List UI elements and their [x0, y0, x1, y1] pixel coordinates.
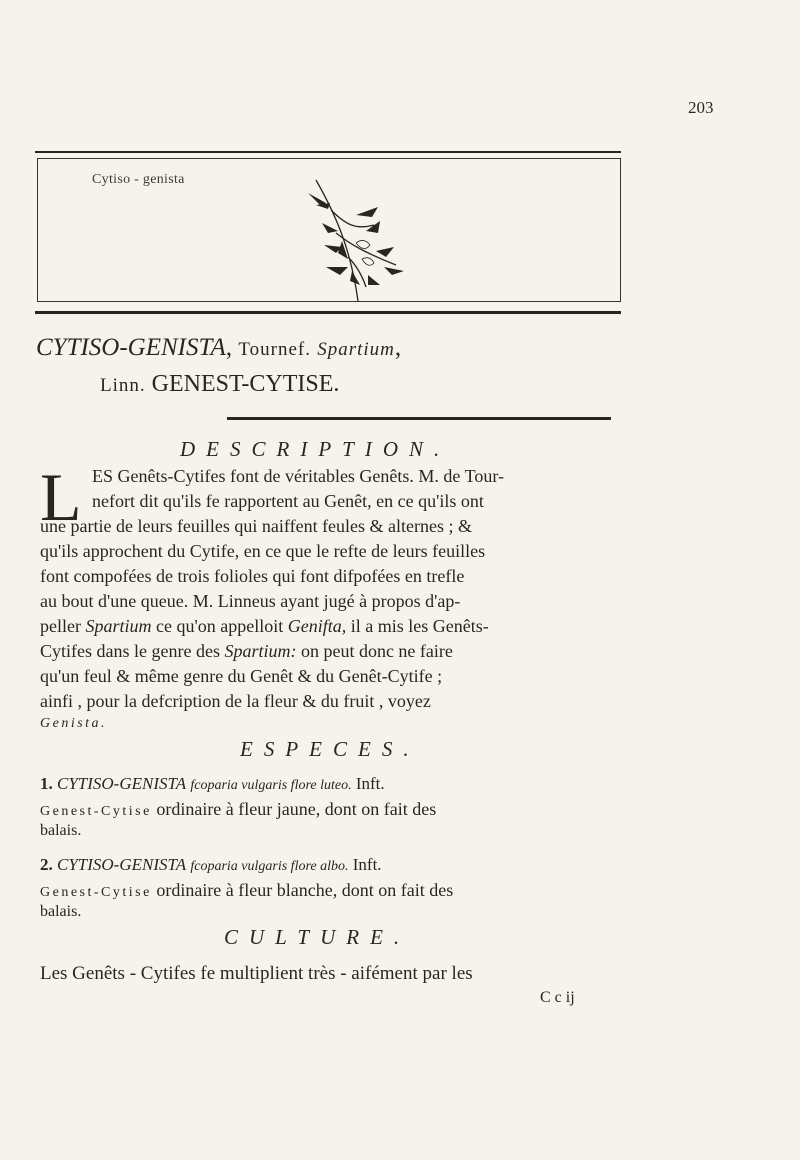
- italic-term: Genifta,: [287, 616, 347, 636]
- article-subheader: [100, 371, 339, 398]
- italic-term: Spartium:: [224, 641, 297, 661]
- italic-term: Spartium: [85, 616, 152, 636]
- description-line: ainfi , pour la defcription de la fleur & du fruit , voyez: [40, 691, 431, 711]
- species-entry-line: balais.: [40, 822, 82, 839]
- author-tournefort: Tournef.: [238, 339, 311, 360]
- species-entry-line: [40, 880, 453, 901]
- genus-name: CYTISO-GENISTA: [36, 334, 226, 361]
- species-french-name: Genest-Cytise: [40, 804, 152, 819]
- species-number: 2.: [40, 855, 53, 874]
- plate-label: Cytiso - genista: [92, 172, 185, 187]
- species-number: 1.: [40, 774, 53, 793]
- description-line: ES Genêts-Cytifes font de véritables Genêts. M. de Tour-: [92, 466, 504, 486]
- drop-cap: L: [40, 459, 82, 535]
- culture-heading: CULTURE.: [224, 925, 411, 949]
- author-linnaeus: Linn.: [100, 375, 146, 396]
- plant-sprig-icon: [296, 175, 416, 305]
- header-rule: [227, 417, 611, 420]
- species-latin: fcoparia vulgaris flore albo.: [190, 859, 349, 874]
- description-line: [40, 641, 453, 662]
- description-line: qu'un feul & même genre du Genêt & du Genêt-Cytife ;: [40, 666, 443, 686]
- header-comma-2: ,: [394, 334, 402, 361]
- description-line: une partie de leurs feuilles qui naiffent feules & alternes ; &: [40, 516, 473, 536]
- text-run: il a mis les Genêts-: [350, 616, 489, 636]
- text-run: peller: [40, 616, 81, 636]
- species-entry: [40, 855, 382, 875]
- culture-line: Les Genêts - Cytifes fe multiplient très - aifément par les: [40, 963, 473, 984]
- species-entry: [40, 774, 385, 794]
- description-line: [40, 616, 489, 637]
- signature-mark: C c ij: [540, 989, 575, 1006]
- especes-heading: ESPECES.: [240, 737, 420, 761]
- description-line: au bout d'une queue. M. Linneus ayant jugé à propos d'ap-: [40, 591, 461, 611]
- description-line: font compofées de trois folioles qui font difpofées en trefle: [40, 566, 465, 586]
- description-line: nefort dit qu'ils fe rapportent au Genêt, en ce qu'ils ont: [92, 491, 484, 511]
- text-run: Cytifes dans le genre des: [40, 641, 220, 661]
- text-run: ce qu'on appelloit: [156, 616, 284, 636]
- text-run: on peut donc ne faire: [300, 641, 453, 661]
- species-name: CYTISO-GENISTA: [57, 855, 187, 874]
- header-comma: ,: [225, 334, 233, 361]
- article-header: [36, 334, 401, 362]
- page-number: 203: [688, 98, 714, 117]
- french-name: GENEST-CYTISE.: [151, 371, 340, 397]
- species-french-name: Genest-Cytise: [40, 885, 152, 900]
- text-run: ordinaire à fleur blanche, dont on fait des: [156, 880, 454, 900]
- species-entry-line: [40, 799, 436, 820]
- linnaean-genus: Spartium: [317, 339, 395, 360]
- species-entry-line: balais.: [40, 903, 82, 920]
- text-run: ordinaire à fleur jaune, dont on fait des: [156, 799, 437, 819]
- species-source: Inft.: [355, 774, 385, 793]
- description-line: Genista.: [40, 716, 108, 731]
- description-line: qu'ils approchent du Cytife, en ce que le refte de leurs feuilles: [40, 541, 486, 561]
- species-source: Inft.: [352, 855, 382, 874]
- species-name: CYTISO-GENISTA: [57, 774, 187, 793]
- species-latin: fcoparia vulgaris flore luteo.: [190, 778, 352, 793]
- description-heading: DESCRIPTION.: [180, 437, 451, 461]
